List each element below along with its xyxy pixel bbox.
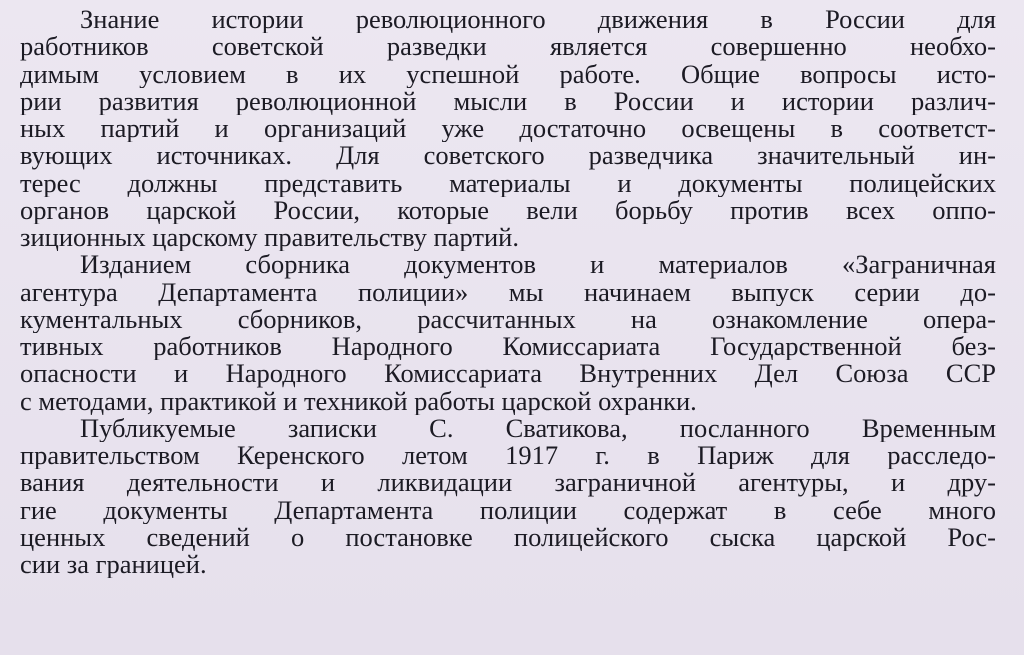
text-line: вующих источниках. Для советского разведчика значительный ин- [20, 142, 996, 170]
text-line: терес должны представить материалы и документы полицейских [20, 169, 996, 197]
text-line: ных партий и организаций уже достаточно освещены в соответст- [20, 115, 996, 143]
text-line: димым условием в их успешной работе. Общие вопросы исто- [20, 60, 996, 88]
text-line: Публикуемые записки С. Сватикова, посланного Временным [80, 414, 996, 442]
text-line: опасности и Народного Комиссариата Внутренних Дел Союза ССР [20, 360, 996, 388]
text-line: сии за границей. [20, 551, 207, 579]
text-line: зиционных царскому правительству партий. [20, 224, 519, 252]
body-text [20, 6, 996, 578]
text-line: ценных сведений о постановке полицейского сыска царской Рос- [20, 523, 996, 551]
text-line: органов царской России, которые вели борьбу против всех оппо- [20, 196, 996, 224]
text-line: тивных работников Народного Комиссариата Государственной без- [20, 333, 996, 361]
text-line: работников советской разведки является совершенно необхо- [20, 33, 996, 61]
text-line: Изданием сборника документов и материалов «Заграничная [80, 251, 996, 279]
text-line: с методами, практикой и техникой работы царской охранки. [20, 387, 697, 415]
text-line: правительством Керенского летом 1917 г. в Париж для расследо- [20, 442, 996, 470]
text-line: кументальных сборников, рассчитанных на ознакомление опера- [20, 305, 996, 333]
text-line: вания деятельности и ликвидации заграничной агентуры, и дру- [20, 469, 996, 497]
text-line: агентура Департамента полиции» мы начинаем выпуск серии до- [20, 278, 996, 306]
text-line: Знание истории революционного движения в России для [80, 6, 996, 34]
text-line: гие документы Департамента полиции содержат в себе много [20, 496, 996, 524]
text-line: рии развития революционной мысли в России и истории различ- [20, 87, 996, 115]
